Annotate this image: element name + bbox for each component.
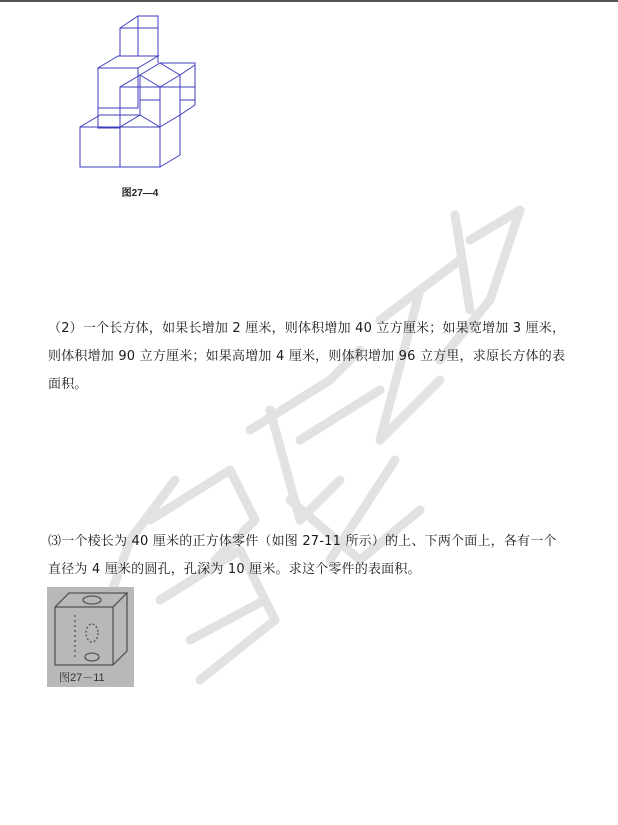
problem-2-line-3: 面积。 — [48, 377, 88, 392]
cube-stack-figure — [70, 8, 210, 188]
problem-3-line-1: ⑶一个棱长为 40 厘米的正方体零件（如图 27-11 所示）的上、下两个面上，各有一个 — [48, 534, 557, 549]
figure-caption-27-4: 图27—4 — [121, 188, 159, 199]
problem-2 — [48, 315, 588, 399]
top-border — [0, 0, 618, 2]
problem-3 — [48, 528, 588, 584]
problem-2-line-1: （2）一个长方体，如果长增加 2 厘米，则体积增加 40 立方厘米；如果宽增加 3 厘米， — [48, 321, 566, 336]
cube-with-holes-photo — [47, 587, 134, 687]
problem-2-line-2: 则体积增加 90 立方厘米；如果高增加 4 厘米，则体积增加 96 立方里，求原长方体的表 — [48, 349, 566, 364]
figure-caption-27-11: 图27－11 — [59, 672, 105, 684]
problem-3-line-2: 直径为 4 厘米的圆孔，孔深为 10 厘米。求这个零件的表面积。 — [48, 562, 421, 577]
